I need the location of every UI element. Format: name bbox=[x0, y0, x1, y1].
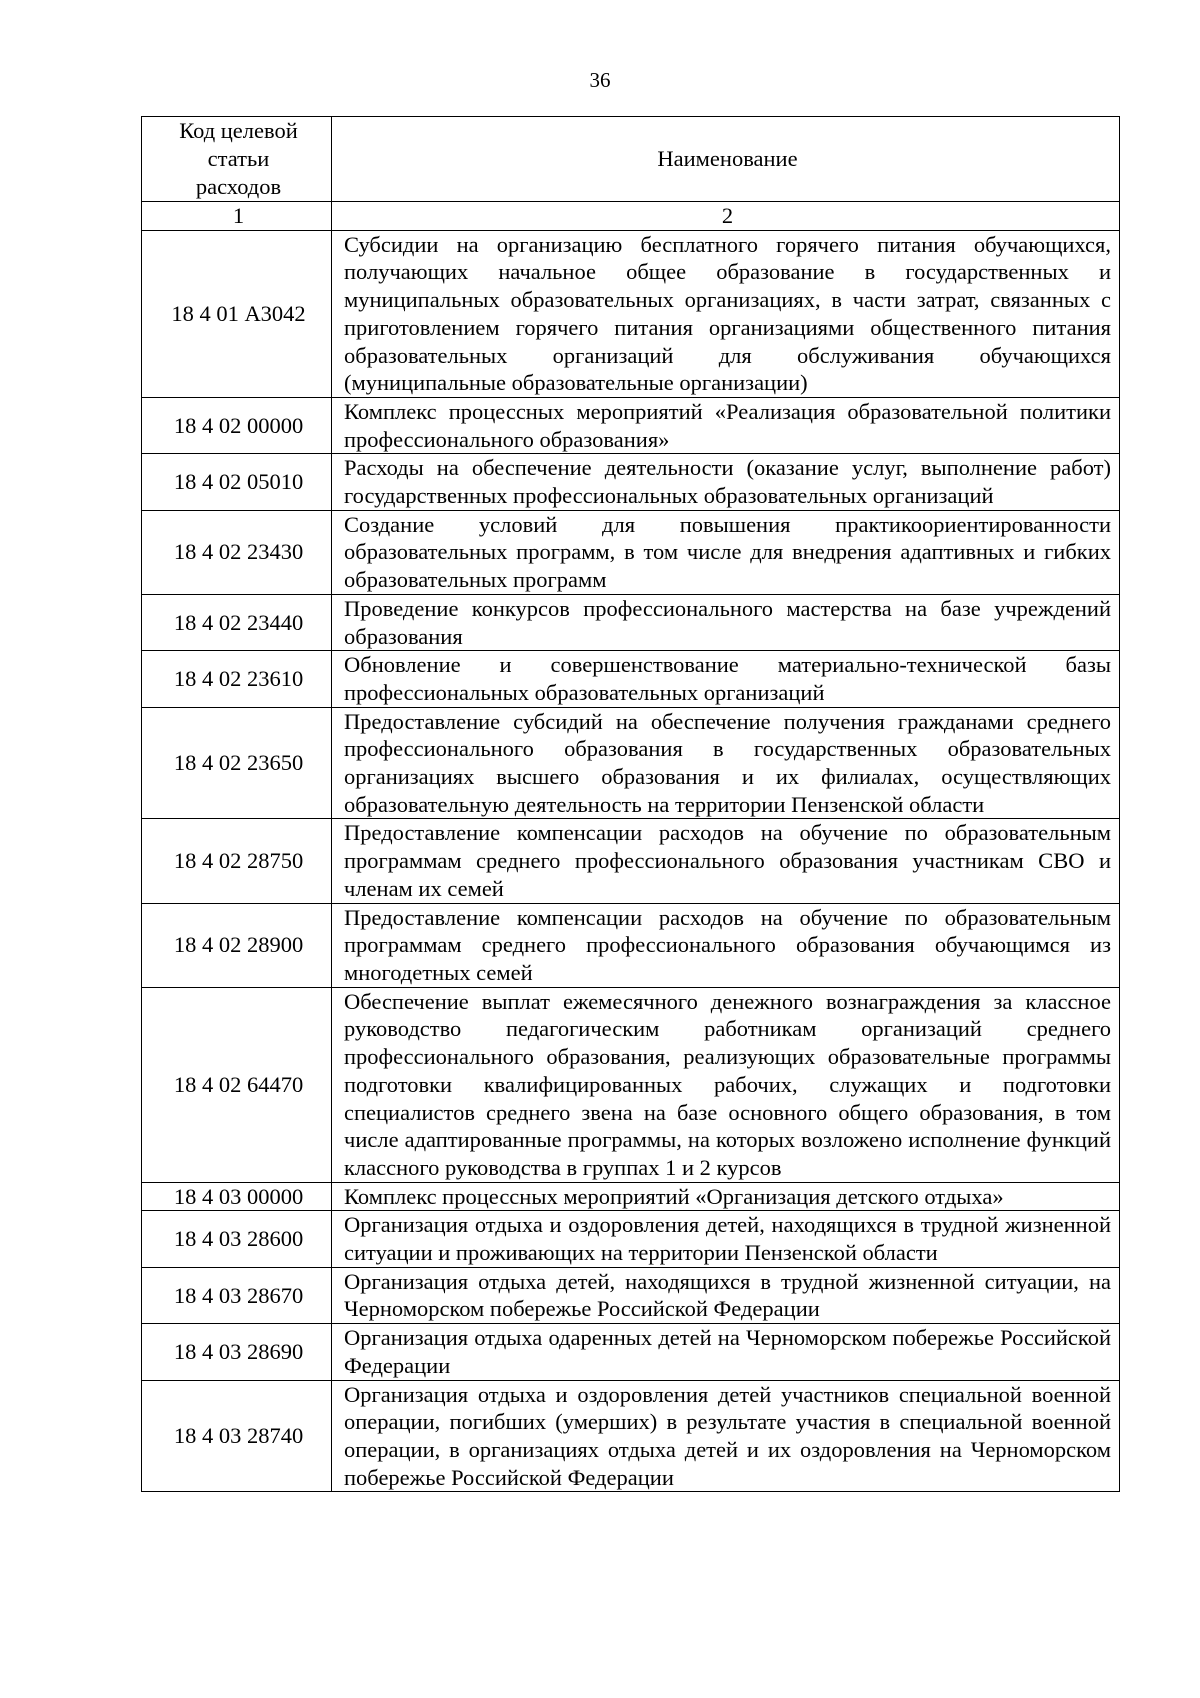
expense-code-cell: 18 4 03 28600 bbox=[142, 1211, 332, 1267]
table-row bbox=[142, 1380, 1120, 1492]
table-header-row bbox=[142, 117, 1120, 202]
table-row bbox=[142, 819, 1120, 903]
expense-name-cell: Организация отдыха и оздоровления детей, находящихся в трудной жизненной ситуации и проживающих на территории Пензенской области bbox=[332, 1211, 1120, 1267]
table-row bbox=[142, 454, 1120, 510]
budget-classification-table bbox=[141, 116, 1120, 1492]
expense-code-cell: 18 4 03 28690 bbox=[142, 1324, 332, 1380]
expense-name-cell: Предоставление субсидий на обеспечение получения гражданами среднего профессионального образования в государственных образовательных организациях высшего образования и их филиалах, осуществляющих образовательную деятельность на территории Пензенской области bbox=[332, 707, 1120, 819]
expense-code-cell: 18 4 02 23610 bbox=[142, 651, 332, 707]
expense-name-cell: Проведение конкурсов профессионального мастерства на базе учреждений образования bbox=[332, 594, 1120, 650]
expense-name-cell: Организация отдыха и оздоровления детей участников специальной военной операции, погибших (умерших) в результате участия в специальной военной операции, в организациях отдыха детей и их оздоровления на Черноморском побережье Российской Федерации bbox=[332, 1380, 1120, 1492]
expense-code-cell: 18 4 02 28900 bbox=[142, 903, 332, 987]
expense-code-cell: 18 4 02 23430 bbox=[142, 510, 332, 594]
expense-name-cell: Организация отдыха одаренных детей на Черноморском побережье Российской Федерации bbox=[332, 1324, 1120, 1380]
expense-name-cell: Комплекс процессных мероприятий «Реализация образовательной политики профессионального образования» bbox=[332, 397, 1120, 453]
expense-name-cell: Субсидии на организацию бесплатного горячего питания обучающихся, получающих начальное общее образование в государственных и муниципальных образовательных организациях, в части затрат, связанных с приготовлением горячего питания организациями общественного питания образовательных организаций для обслуживания обучающихся (муниципальные образовательные организации) bbox=[332, 230, 1120, 397]
header-name-cell: Наименование bbox=[332, 117, 1120, 202]
expense-code-cell: 18 4 02 64470 bbox=[142, 987, 332, 1182]
table-row bbox=[142, 230, 1120, 397]
header-code-line: Код целевой bbox=[179, 118, 298, 144]
table-row bbox=[142, 651, 1120, 707]
expense-name-cell: Комплекс процессных мероприятий «Организация детского отдыха» bbox=[332, 1182, 1120, 1211]
table-row bbox=[142, 397, 1120, 453]
expense-name-cell: Обеспечение выплат ежемесячного денежного вознаграждения за классное руководство педагогическим работникам организаций среднего профессионального образования, реализующих образовательные программы подготовки квалифицированных рабочих, служащих и подготовки специалистов среднего звена на базе основного общего образования, в том числе адаптированные программы, на которых возложено исполнение функций классного руководства в группах 1 и 2 курсов bbox=[332, 987, 1120, 1182]
expense-code-cell: 18 4 02 05010 bbox=[142, 454, 332, 510]
table-row bbox=[142, 1182, 1120, 1211]
header-code-line: расходов bbox=[195, 173, 282, 199]
expense-code-cell: 18 4 02 23440 bbox=[142, 594, 332, 650]
table-row bbox=[142, 1211, 1120, 1267]
expense-code-cell: 18 4 02 23650 bbox=[142, 707, 332, 819]
table-row bbox=[142, 594, 1120, 650]
expense-name-cell: Предоставление компенсации расходов на обучение по образовательным программам среднего профессионального образования обучающимся из многодетных семей bbox=[332, 903, 1120, 987]
table-row bbox=[142, 1324, 1120, 1380]
expense-code-cell: 18 4 01 А3042 bbox=[142, 230, 332, 397]
expense-name-cell: Предоставление компенсации расходов на обучение по образовательным программам среднего профессионального образования участникам СВО и членам их семей bbox=[332, 819, 1120, 903]
column-number-row bbox=[142, 202, 1120, 231]
expense-code-cell: 18 4 02 28750 bbox=[142, 819, 332, 903]
column-number: 2 bbox=[332, 202, 1120, 231]
expense-name-cell: Создание условий для повышения практикоориентированности образовательных программ, в том числе для внедрения адаптивных и гибких образовательных программ bbox=[332, 510, 1120, 594]
expense-code-cell: 18 4 03 00000 bbox=[142, 1182, 332, 1211]
expense-code-cell: 18 4 03 28740 bbox=[142, 1380, 332, 1492]
expense-name-cell: Организация отдыха детей, находящихся в трудной жизненной ситуации, на Черноморском побережье Российской Федерации bbox=[332, 1267, 1120, 1323]
expense-name-cell: Обновление и совершенствование материально-технической базы профессиональных образовательных организаций bbox=[332, 651, 1120, 707]
page-number: 36 bbox=[589, 68, 611, 92]
table-row bbox=[142, 510, 1120, 594]
expense-code-cell: 18 4 03 28670 bbox=[142, 1267, 332, 1323]
table-row bbox=[142, 903, 1120, 987]
header-code-cell bbox=[142, 117, 332, 202]
table-row bbox=[142, 987, 1120, 1182]
expense-code-cell: 18 4 02 00000 bbox=[142, 397, 332, 453]
table-row bbox=[142, 1267, 1120, 1323]
expense-name-cell: Расходы на обеспечение деятельности (оказание услуг, выполнение работ) государственных профессиональных образовательных организаций bbox=[332, 454, 1120, 510]
column-number: 1 bbox=[142, 202, 332, 231]
header-code-line: статьи bbox=[207, 146, 270, 172]
table-row bbox=[142, 707, 1120, 819]
